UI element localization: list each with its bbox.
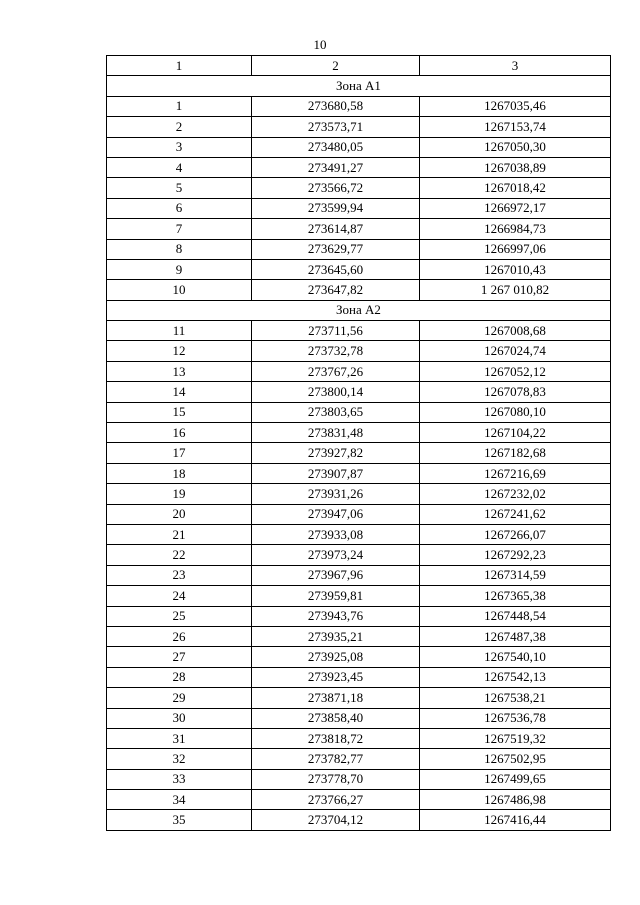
y-coordinate-cell: 1267486,98 — [420, 790, 611, 810]
table-row — [107, 810, 611, 830]
y-coordinate-cell: 1267448,54 — [420, 606, 611, 626]
point-number-cell: 25 — [107, 606, 252, 626]
x-coordinate-cell: 273573,71 — [252, 117, 420, 137]
table-row — [107, 96, 611, 116]
table-row — [107, 667, 611, 687]
y-coordinate-cell: 1267153,74 — [420, 117, 611, 137]
point-number-cell: 2 — [107, 117, 252, 137]
header-cell-y: 3 — [420, 56, 611, 76]
point-number-cell: 27 — [107, 647, 252, 667]
x-coordinate-cell: 273858,40 — [252, 708, 420, 728]
y-coordinate-cell: 1267024,74 — [420, 341, 611, 361]
y-coordinate-cell: 1267232,02 — [420, 484, 611, 504]
x-coordinate-cell: 273711,56 — [252, 321, 420, 341]
table-row — [107, 565, 611, 585]
point-number-cell: 7 — [107, 219, 252, 239]
y-coordinate-cell: 1267078,83 — [420, 382, 611, 402]
point-number-cell: 31 — [107, 728, 252, 748]
point-number-cell: 18 — [107, 463, 252, 483]
y-coordinate-cell: 1267416,44 — [420, 810, 611, 830]
table-row — [107, 647, 611, 667]
x-coordinate-cell: 273645,60 — [252, 259, 420, 279]
y-coordinate-cell: 1 267 010,82 — [420, 280, 611, 300]
x-coordinate-cell: 273907,87 — [252, 463, 420, 483]
y-coordinate-cell: 1267008,68 — [420, 321, 611, 341]
x-coordinate-cell: 273923,45 — [252, 667, 420, 687]
x-coordinate-cell: 273647,82 — [252, 280, 420, 300]
table-row — [107, 198, 611, 218]
y-coordinate-cell: 1267080,10 — [420, 402, 611, 422]
point-number-cell: 19 — [107, 484, 252, 504]
header-cell-point: 1 — [107, 56, 252, 76]
y-coordinate-cell: 1267038,89 — [420, 157, 611, 177]
y-coordinate-cell: 1267050,30 — [420, 137, 611, 157]
point-number-cell: 14 — [107, 382, 252, 402]
point-number-cell: 30 — [107, 708, 252, 728]
y-coordinate-cell: 1267542,13 — [420, 667, 611, 687]
table-row — [107, 178, 611, 198]
x-coordinate-cell: 273943,76 — [252, 606, 420, 626]
x-coordinate-cell: 273925,08 — [252, 647, 420, 667]
table-row — [107, 341, 611, 361]
point-number-cell: 34 — [107, 790, 252, 810]
point-number-cell: 26 — [107, 626, 252, 646]
table-row — [107, 688, 611, 708]
table-row — [107, 484, 611, 504]
table-row — [107, 137, 611, 157]
y-coordinate-cell: 1267365,38 — [420, 586, 611, 606]
table-row — [107, 790, 611, 810]
table-row — [107, 219, 611, 239]
x-coordinate-cell: 273947,06 — [252, 504, 420, 524]
table-row — [107, 443, 611, 463]
table-row — [107, 545, 611, 565]
y-coordinate-cell: 1267018,42 — [420, 178, 611, 198]
coordinates-table-body — [107, 56, 611, 831]
y-coordinate-cell: 1266984,73 — [420, 219, 611, 239]
coordinates-table — [106, 55, 611, 831]
table-row — [107, 382, 611, 402]
y-coordinate-cell: 1267182,68 — [420, 443, 611, 463]
section-row — [107, 76, 611, 96]
table-row — [107, 749, 611, 769]
x-coordinate-cell: 273959,81 — [252, 586, 420, 606]
table-row — [107, 157, 611, 177]
point-number-cell: 12 — [107, 341, 252, 361]
point-number-cell: 28 — [107, 667, 252, 687]
section-title: Зона А2 — [107, 300, 611, 320]
point-number-cell: 23 — [107, 565, 252, 585]
y-coordinate-cell: 1267487,38 — [420, 626, 611, 646]
table-row — [107, 239, 611, 259]
y-coordinate-cell: 1266972,17 — [420, 198, 611, 218]
table-row — [107, 606, 611, 626]
y-coordinate-cell: 1267035,46 — [420, 96, 611, 116]
y-coordinate-cell: 1267519,32 — [420, 728, 611, 748]
table-row — [107, 463, 611, 483]
x-coordinate-cell: 273566,72 — [252, 178, 420, 198]
x-coordinate-cell: 273871,18 — [252, 688, 420, 708]
point-number-cell: 17 — [107, 443, 252, 463]
x-coordinate-cell: 273803,65 — [252, 402, 420, 422]
x-coordinate-cell: 273831,48 — [252, 423, 420, 443]
x-coordinate-cell: 273782,77 — [252, 749, 420, 769]
table-row — [107, 280, 611, 300]
table-row — [107, 524, 611, 544]
x-coordinate-cell: 273967,96 — [252, 565, 420, 585]
x-coordinate-cell: 273933,08 — [252, 524, 420, 544]
point-number-cell: 10 — [107, 280, 252, 300]
point-number-cell: 15 — [107, 402, 252, 422]
y-coordinate-cell: 1267052,12 — [420, 361, 611, 381]
x-coordinate-cell: 273800,14 — [252, 382, 420, 402]
y-coordinate-cell: 1267538,21 — [420, 688, 611, 708]
y-coordinate-cell: 1267314,59 — [420, 565, 611, 585]
point-number-cell: 20 — [107, 504, 252, 524]
point-number-cell: 24 — [107, 586, 252, 606]
table-row — [107, 361, 611, 381]
table-row — [107, 728, 611, 748]
y-coordinate-cell: 1267292,23 — [420, 545, 611, 565]
table-row — [107, 504, 611, 524]
x-coordinate-cell: 273767,26 — [252, 361, 420, 381]
y-coordinate-cell: 1267502,95 — [420, 749, 611, 769]
table-row — [107, 402, 611, 422]
y-coordinate-cell: 1267010,43 — [420, 259, 611, 279]
table-row — [107, 769, 611, 789]
x-coordinate-cell: 273973,24 — [252, 545, 420, 565]
y-coordinate-cell: 1267241,62 — [420, 504, 611, 524]
x-coordinate-cell: 273766,27 — [252, 790, 420, 810]
section-row — [107, 300, 611, 320]
table-row — [107, 423, 611, 443]
y-coordinate-cell: 1266997,06 — [420, 239, 611, 259]
point-number-cell: 9 — [107, 259, 252, 279]
point-number-cell: 32 — [107, 749, 252, 769]
header-row — [107, 56, 611, 76]
header-cell-x: 2 — [252, 56, 420, 76]
x-coordinate-cell: 273491,27 — [252, 157, 420, 177]
table-row — [107, 117, 611, 137]
point-number-cell: 35 — [107, 810, 252, 830]
x-coordinate-cell: 273704,12 — [252, 810, 420, 830]
y-coordinate-cell: 1267216,69 — [420, 463, 611, 483]
x-coordinate-cell: 273629,77 — [252, 239, 420, 259]
point-number-cell: 3 — [107, 137, 252, 157]
point-number-cell: 5 — [107, 178, 252, 198]
x-coordinate-cell: 273599,94 — [252, 198, 420, 218]
x-coordinate-cell: 273614,87 — [252, 219, 420, 239]
table-row — [107, 321, 611, 341]
point-number-cell: 22 — [107, 545, 252, 565]
point-number-cell: 1 — [107, 96, 252, 116]
point-number-cell: 21 — [107, 524, 252, 544]
x-coordinate-cell: 273778,70 — [252, 769, 420, 789]
x-coordinate-cell: 273818,72 — [252, 728, 420, 748]
table-row — [107, 708, 611, 728]
table-row — [107, 259, 611, 279]
point-number-cell: 29 — [107, 688, 252, 708]
table-row — [107, 586, 611, 606]
y-coordinate-cell: 1267104,22 — [420, 423, 611, 443]
point-number-cell: 11 — [107, 321, 252, 341]
point-number-cell: 4 — [107, 157, 252, 177]
x-coordinate-cell: 273927,82 — [252, 443, 420, 463]
point-number-cell: 6 — [107, 198, 252, 218]
y-coordinate-cell: 1267536,78 — [420, 708, 611, 728]
point-number-cell: 16 — [107, 423, 252, 443]
y-coordinate-cell: 1267540,10 — [420, 647, 611, 667]
point-number-cell: 13 — [107, 361, 252, 381]
x-coordinate-cell: 273935,21 — [252, 626, 420, 646]
y-coordinate-cell: 1267266,07 — [420, 524, 611, 544]
page-number: 10 — [313, 37, 327, 52]
section-title: Зона А1 — [107, 76, 611, 96]
y-coordinate-cell: 1267499,65 — [420, 769, 611, 789]
point-number-cell: 8 — [107, 239, 252, 259]
table-row — [107, 626, 611, 646]
x-coordinate-cell: 273680,58 — [252, 96, 420, 116]
x-coordinate-cell: 273931,26 — [252, 484, 420, 504]
x-coordinate-cell: 273732,78 — [252, 341, 420, 361]
point-number-cell: 33 — [107, 769, 252, 789]
x-coordinate-cell: 273480,05 — [252, 137, 420, 157]
